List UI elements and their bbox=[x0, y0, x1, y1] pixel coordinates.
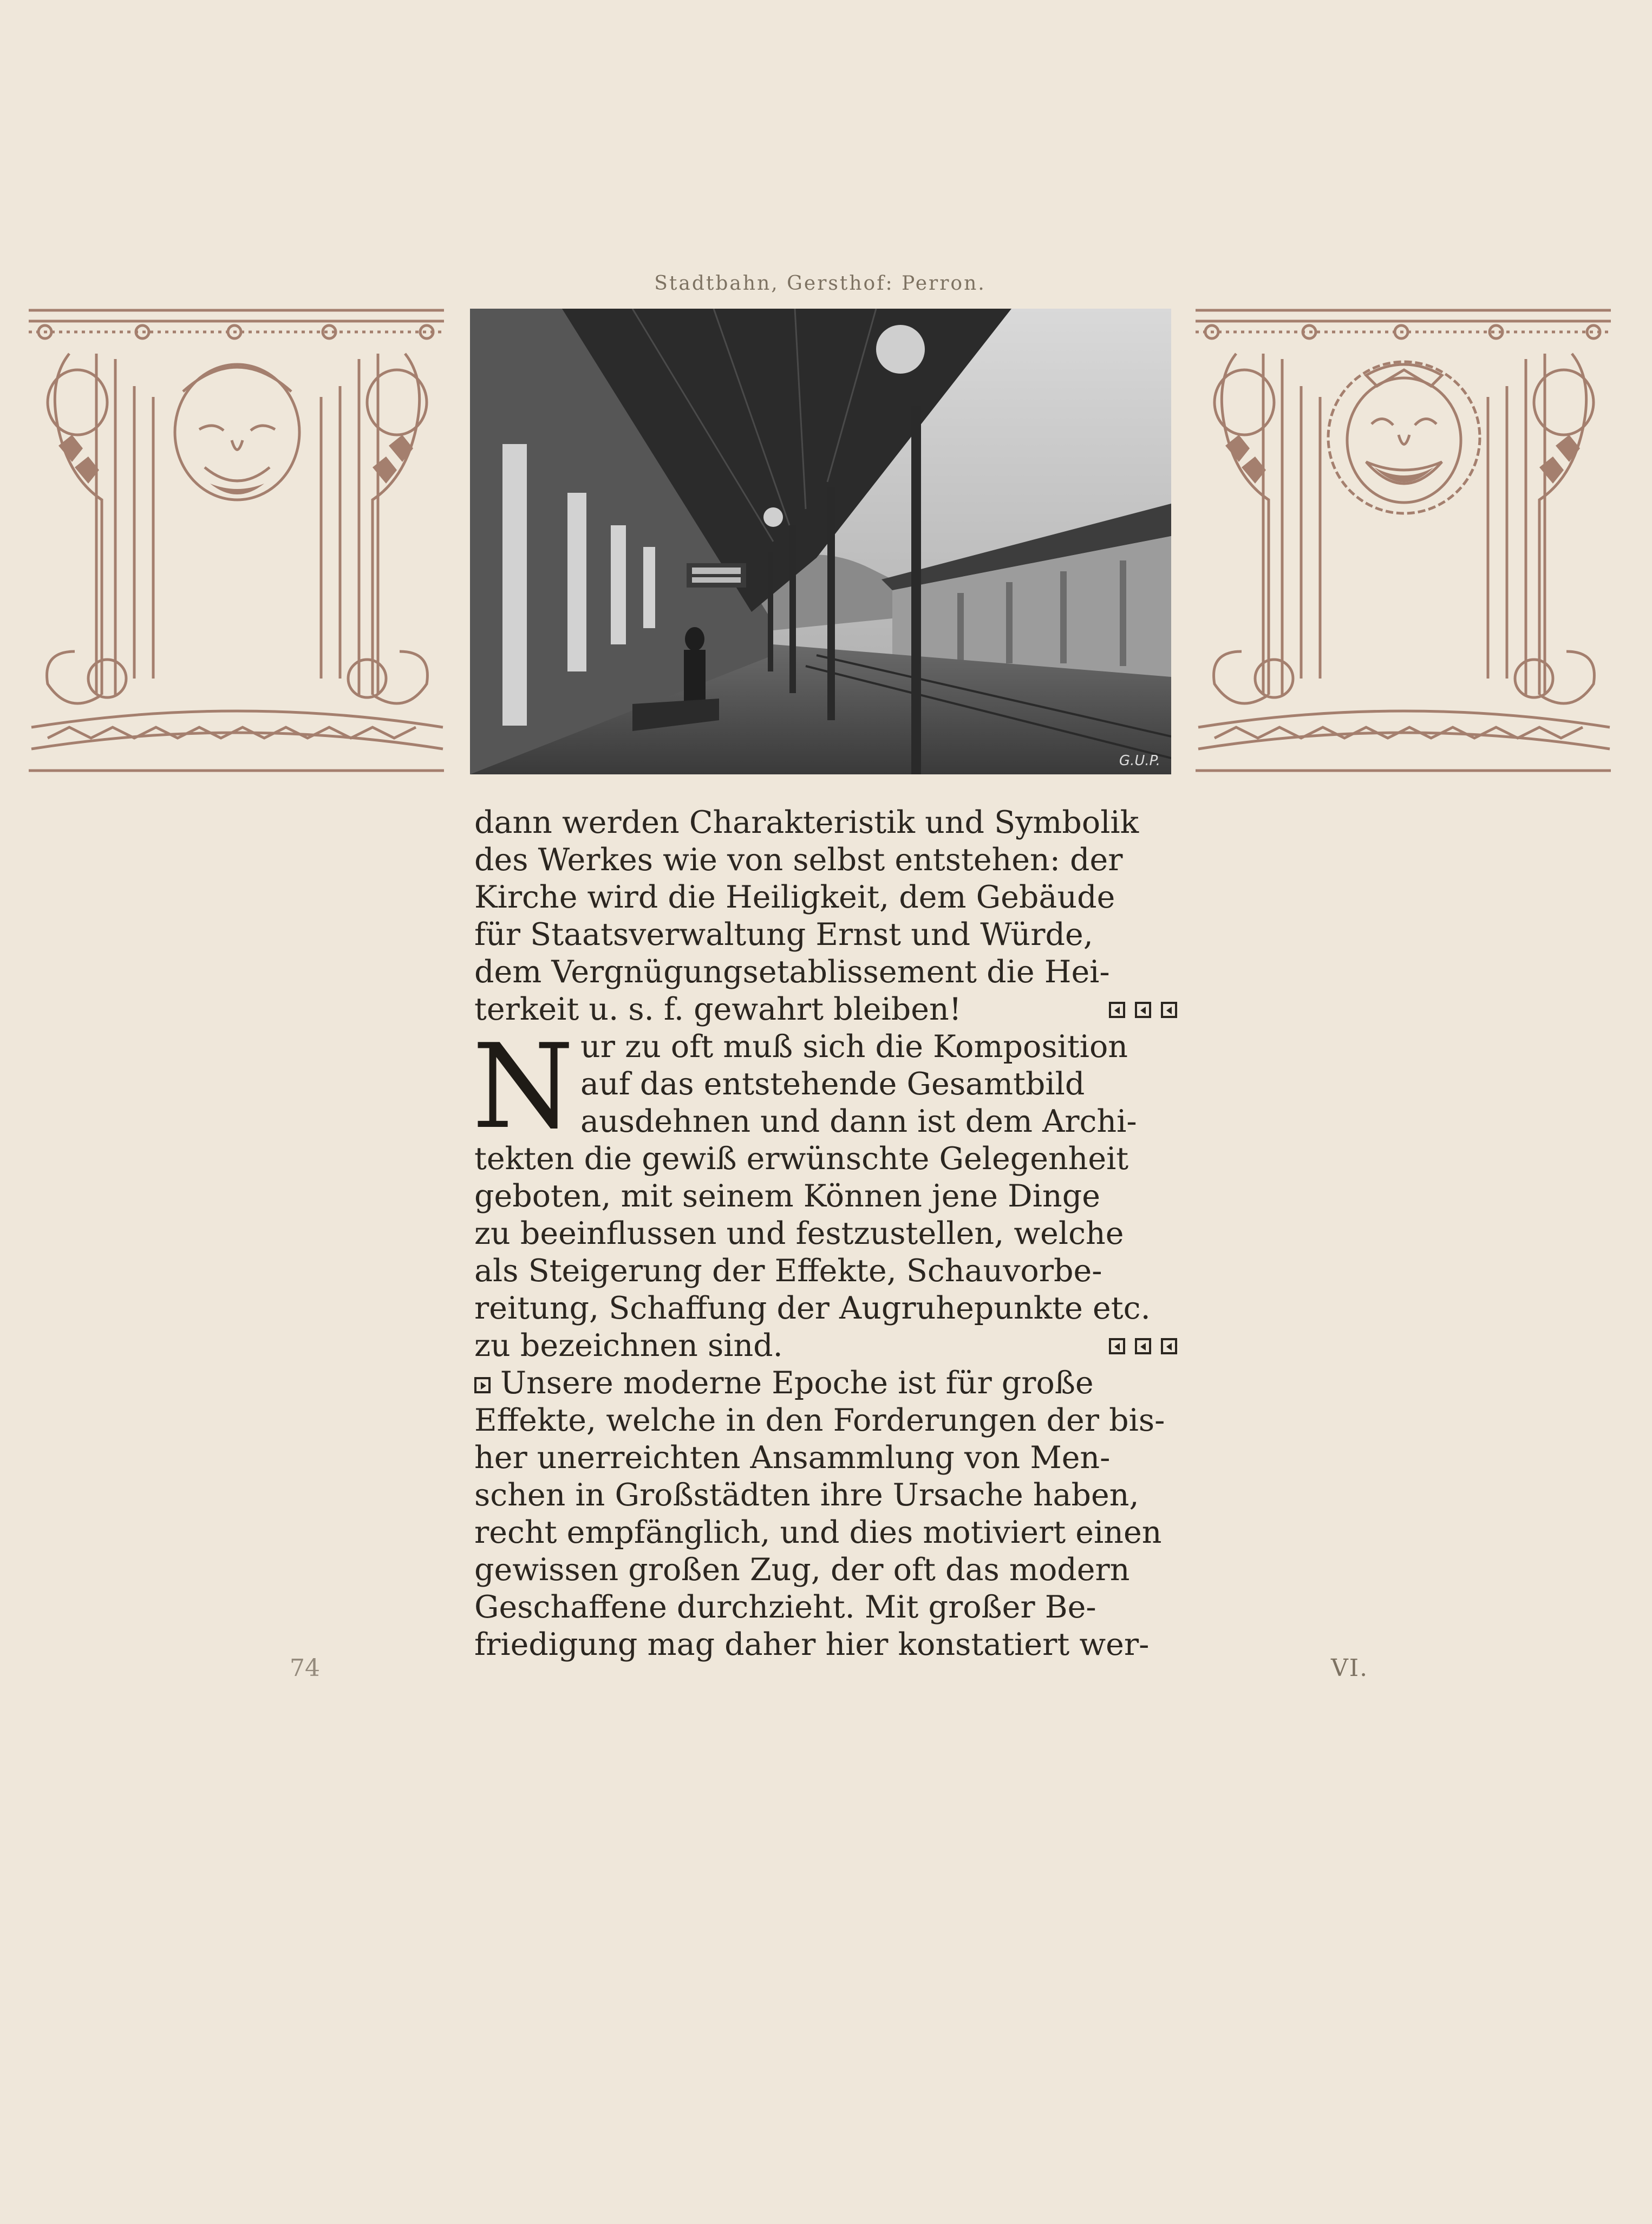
text-line: zu bezeichnen sind. bbox=[474, 1327, 1181, 1365]
text-line: reitung, Schaffung der Augruhepunkte etc. bbox=[474, 1290, 1151, 1326]
paragraph-dropcap bbox=[472, 1019, 1181, 1365]
text-line: Unsere moderne Epoche ist für große bbox=[474, 1365, 1181, 1402]
text-line: zu beeinflussen und festzustellen, welche bbox=[474, 1216, 1124, 1251]
square-triangle-mark-icon bbox=[1161, 1338, 1177, 1354]
drop-cap: N bbox=[472, 1019, 574, 1155]
section-end-marks bbox=[1109, 991, 1181, 1028]
text-line: ur zu oft muß sich die Komposition bbox=[580, 1029, 1128, 1065]
signature-mark: VI. bbox=[1331, 1654, 1369, 1682]
text-line: friedigung mag daher hier konstatiert wer- bbox=[474, 1627, 1150, 1662]
photo-caption: Stadtbahn, Gersthof: Perron. bbox=[654, 272, 986, 295]
jester-mask-ornament-icon bbox=[26, 305, 447, 775]
page-number: 74 bbox=[290, 1654, 320, 1682]
square-triangle-mark-icon bbox=[1161, 1002, 1177, 1018]
text-line: als Steigerung der Effekte, Schauvorbe- bbox=[474, 1253, 1102, 1289]
square-triangle-mark-icon bbox=[1135, 1002, 1151, 1018]
photographer-signature: G.U.P. bbox=[1119, 753, 1160, 769]
text-line: dann werden Charakteristik und Symbolik bbox=[474, 805, 1139, 840]
text-line: schen in Großstädten ihre Ursache haben, bbox=[474, 1477, 1139, 1513]
text-line: terkeit u. s. f. gewahrt bleiben! bbox=[474, 991, 1181, 1028]
text-line: geboten, mit seinem Können jene Dinge bbox=[474, 1178, 1100, 1214]
text-line: des Werkes wie von selbst entstehen: der bbox=[474, 842, 1123, 878]
grinning-mask-ornament-icon bbox=[1193, 305, 1614, 775]
text-line: tekten die gewiß erwünschte Gelegenheit bbox=[474, 1141, 1129, 1177]
text-line: gewissen großen Zug, der oft das modern bbox=[474, 1552, 1130, 1588]
body-text bbox=[474, 804, 1181, 1664]
text-line: her unerreichten Ansammlung von Men- bbox=[474, 1440, 1111, 1476]
station-platform-photo bbox=[470, 309, 1171, 774]
square-triangle-mark-icon bbox=[474, 1377, 491, 1393]
text-line: dem Vergnügungsetablissement die Hei- bbox=[474, 954, 1110, 990]
square-triangle-mark-icon bbox=[1109, 1338, 1125, 1354]
square-triangle-mark-icon bbox=[1109, 1002, 1125, 1018]
text-line: auf das entstehende Gesamtbild bbox=[580, 1066, 1085, 1102]
text-line: ausdehnen und dann ist dem Archi- bbox=[580, 1104, 1137, 1139]
square-triangle-mark-icon bbox=[1135, 1338, 1151, 1354]
section-end-marks bbox=[1109, 1327, 1181, 1365]
text-line: recht empfänglich, und dies motiviert einen bbox=[474, 1515, 1162, 1550]
text-line: Effekte, welche in den Forderungen der bis- bbox=[474, 1403, 1165, 1438]
text-line: Kirche wird die Heiligkeit, dem Gebäude bbox=[474, 879, 1115, 915]
text-line: für Staatsverwaltung Ernst und Würde, bbox=[474, 917, 1093, 953]
text-line: Geschaffene durchzieht. Mit großer Be- bbox=[474, 1589, 1096, 1625]
